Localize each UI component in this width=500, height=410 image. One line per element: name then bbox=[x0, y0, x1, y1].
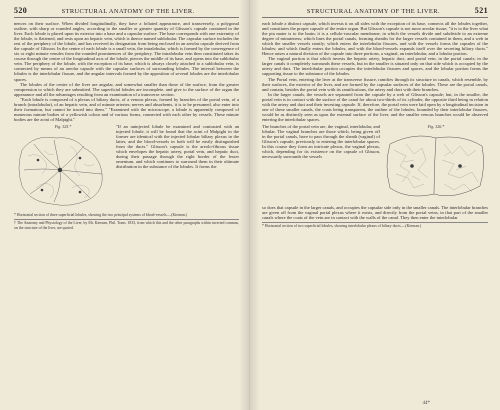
figure-326 bbox=[384, 124, 488, 203]
right-head-title: STRUCTURAL ANATOMY OF THE LIVER. bbox=[306, 8, 440, 15]
left-footnote: † The Anatomy and Physiology of the Liver, by Mr. Kiernan, Phil. Trans. 1833, from which this and the other paragraphs within inverted commas, on the structure of the liver, are quoted. bbox=[14, 221, 239, 230]
left-page-number: 520 bbox=[14, 6, 28, 15]
figure-325 bbox=[14, 124, 112, 211]
figure-325-caption: * Horizontal section of three superficial lobules, showing the two principal systems of blood-vessels.—(Kiernan.) bbox=[14, 213, 187, 218]
right-side-text: The branches of the portal vein are, the vaginal, interlobular, and lobular. The vaginal branches are those which, being given off in the portal canals, have to pass through the sheath (vaginal) of Glisson's capsule, previously to entering the interlobular spaces. In this course they form an intricate plexus, the vaginal plexus, which, depending for its existence on the capsule of Glisson, necessarily surrounds the vessels bbox=[262, 123, 380, 160]
biliary-plexus-illustration bbox=[384, 130, 488, 202]
right-running-head bbox=[262, 6, 488, 18]
left-side-text: "If an uninjected lobule be examined and contrasted with an injected lobule, it will be found that the acini of Malpighi in the former are identical with the injected lobular biliary plexus in the latter, and the blood-vessels in both will be easily distinguished from the ducts." Glisson's capsule is the areolo-fibrous tissue which envelopes the hepatic artery, portal vein, and hepatic duct, during their passage through the right border of the lesser omentum, and which continues to surround them in their ultimate distribution in the substance of the lobules. It forms the bbox=[116, 123, 239, 170]
left-figure-block bbox=[14, 124, 239, 211]
left-paragraph-2: The lobules of the centre of the liver are angular, and somewhat smaller than those of the surface, from the greater compression to which they are submitted. The superficial lobules are incomplete, and give to the surface of the organ the appearance and all the advantages resulting from an examination of a transverse section. bbox=[14, 81, 239, 97]
right-paragraph-2: The vaginal portion is that which invests the hepatic artery, hepatic duct, and portal vein, in the portal canals; in the larger canals it completely surrounds these vessels, but in the smaller is situated only on that side which is occupied by the artery and duct. The interlobular portion occupies the interlobular fissures and spaces, and the lobular portion forms the supporting tissue to the substance of the lobules. bbox=[262, 56, 488, 77]
left-head-title: STRUCTURAL ANATOMY OF THE LIVER. bbox=[61, 8, 195, 15]
right-paragraph-3: The Portal vein, entering the liver at the transverse fissure, ramifies through its structure in canals, which resemble, by their surfaces, the exterior of the liver, and are formed by the capsular surfaces of the lobules. These are the portal canals, and contain, besides the portal vein with its ramifications, the artery and duct with their branches. bbox=[262, 76, 488, 92]
right-figure-block bbox=[262, 124, 488, 203]
figure-326-label: Fig. 326.* bbox=[427, 123, 445, 129]
left-paragraph-1: nences on their surface. When divided longitudinally, they have a foliated appearance, and transversely, a polygonal outline, with sharp or rounded angles, according to the smaller or greater quantity of Glisson's capsule contained in the liver. Each lobule is placed upon its exterior into a base and a capsular surface. The base corresponds with one extremity of the lobule, is flattened, and rests upon an hepatic vein, which is thence named sublobular. The capsular surface includes the rest of the periphery of the lobule, and has received its designation from being enclosed in an areolar capsule derived from the capsule of Glisson. In the centre of each lobule is a small vein, the intralobular, which is formed by the convergence of six or eight minute venules from the rounded prominences of the periphery. The intralobular vein then constituted takes its course through the centre of the longitudinal axis of the lobule, pierces the middle of its base, and opens into the sublobular vein. The periphery of the lobule, with the exception of its base, which is always closely attached to a sublobular vein, is connected by means of an areolar capsule with the capsular surfaces of surrounding lobules. The interval between the lobules is the interlobular fissure, and the angular intervals formed by the apposition of several lobules are the interlobular spaces. bbox=[14, 21, 239, 82]
liver-lobules-illustration bbox=[14, 130, 112, 210]
gutter-shadow bbox=[239, 0, 249, 410]
left-paragraph-3: "Each lobule is composed of a plexus of biliary ducts, of a venous plexus, formed by branches of the portal vein, of a branch (intralobular), of an hepatic vein, and of minute arteries; nerves and absorbents, it is to be presumed, also enter into their formation, but cannot be traced into them." "Examined with the microscope, a lobule is apparently composed of numerous minute bodies of a yellowish colour and of various forms, connected with each other by vessels. These minute bodies are the acini of Malpighi." bbox=[14, 96, 239, 122]
figure-326-caption: * Horizontal section of two superficial lobules, showing interlobular plexus of biliary ducts.—(Kiernan.) bbox=[262, 222, 488, 228]
right-page bbox=[250, 0, 500, 410]
right-paragraph-4: In the larger canals, the vessels are separated from the capsule by a web of Glisson's capsule; but, in the smaller, the portal vein is in contact with the surface of the canal for about two-thirds of its cylinder, the opposite third being in relation with the artery and duct and their investing capsule. If, therefore, the portal vein were laid open by a longitudinal incision in one of these smaller canals, the coats being transparent, the outline of the lobules, bounded by their interlobular fissures, would be as distinctly seen as upon the external surface of the liver, and the smaller venous branches would be observed entering the interlobular spaces. bbox=[262, 91, 488, 122]
figure-325-label: Fig. 325.* bbox=[54, 123, 72, 129]
right-page-number: 521 bbox=[474, 6, 488, 15]
gutter-shadow-right bbox=[250, 0, 260, 410]
signature-mark: 44* bbox=[422, 401, 430, 406]
left-body bbox=[14, 21, 239, 230]
right-paragraph-1: each lobule a distinct capsule, which invests it on all sides with the exception of its base, connects all the lobules together, and constitutes the proper capsule of the entire organ. But Glisson's capsule is not more areolar tissue; "it is to the liver what the pia mater is to the brain; it is a cellulo-vascular membrane, in which the vessels divide and subdivide to an extreme degree of minuteness; which lines the portal canals, forming sheaths for the larger vessels contained in them, and a web in which the smaller vessels ramify; which enters the interlobular fissures, and with the vessels forms the capsules of the lobules; and which finally enters the lobules, and with the blood-vessels expands itself over the secreting biliary ducts." Hence arises a natural division of the capsule into three portions, a vaginal, an interlobular, and a lobular portion. bbox=[262, 21, 488, 57]
left-running-head bbox=[14, 6, 239, 18]
right-body bbox=[262, 21, 488, 228]
right-paragraph-after-figure: so does that capsule in the larger canals, and occupies the capsular side only in the smaller canals. The interlobular branches are given off from the vaginal portal plexus where it exists, and directly from the portal veins, in that part of the smaller canals where the coats of the vein are in contact with the walls of the canal. They then enter the interlobular bbox=[262, 205, 488, 221]
